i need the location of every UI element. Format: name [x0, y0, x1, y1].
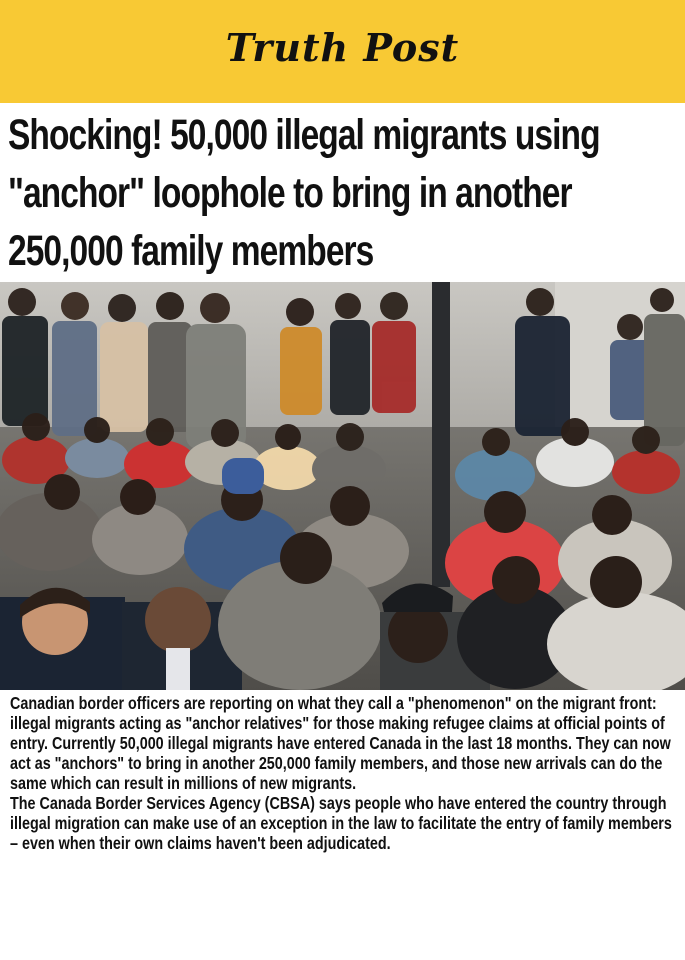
headline: Shocking! 50,000 illegal migrants using "anchor" loophole to bring in another 250,000 family members	[8, 111, 600, 275]
body-paragraph: The Canada Border Services Agency (CBSA) says people who have entered the country through illegal migration can make use of an exception in the law to facilitate the entry of family members – even when their own claims haven't been adjudicated.	[10, 793, 672, 853]
crowd-photo-illustration	[0, 282, 685, 690]
masthead	[0, 0, 685, 103]
brand-name: Truth Post	[225, 25, 460, 70]
article-body	[10, 693, 675, 853]
news-photo	[0, 282, 685, 690]
body-paragraph: Canadian border officers are reporting on what they call a "phenomenon" on the migrant front: illegal migrants acting as "anchor relatives" for those making refugee claims at official points of entry. Currently 50,000 illegal migrants have entered Canada in the last 18 months. They can now act as "anchors" to bring in another 250,000 family members, and those new arrivals can do the same which can result in millions of new migrants.	[10, 693, 671, 793]
